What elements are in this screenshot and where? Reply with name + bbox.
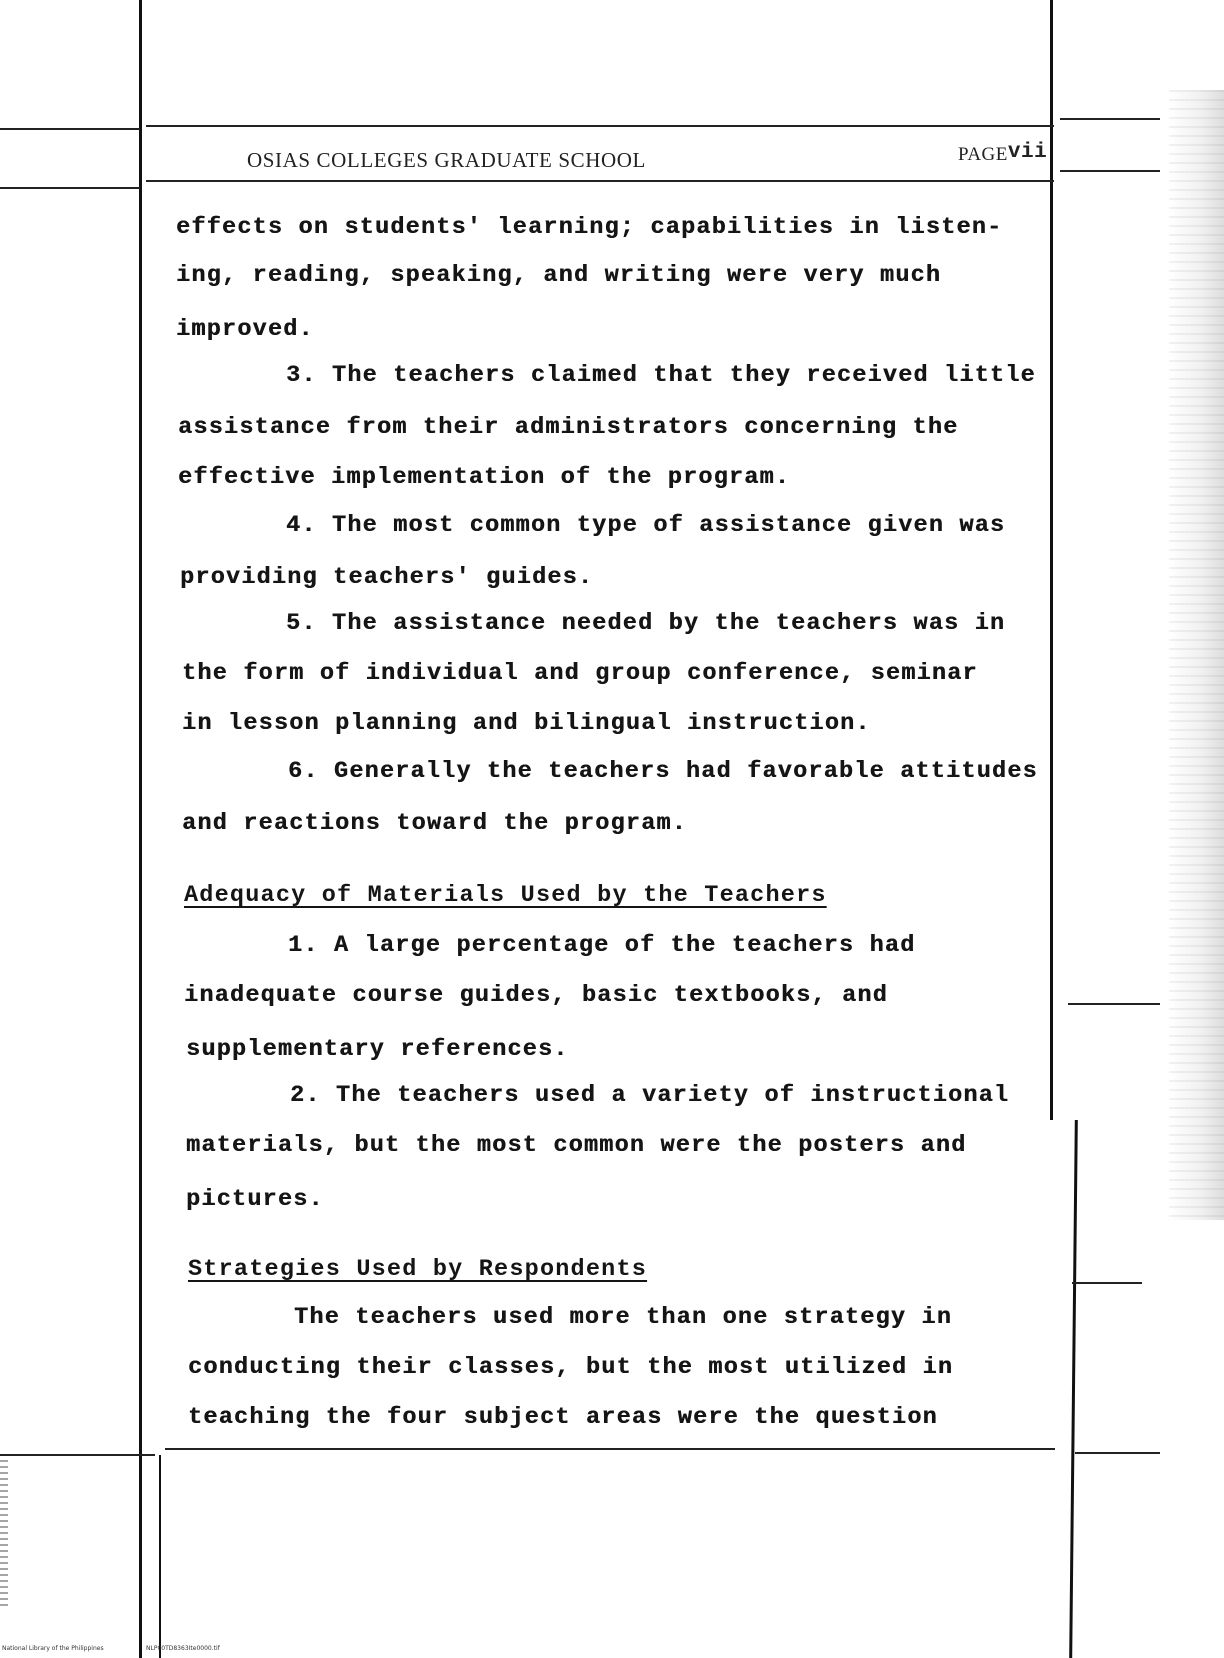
header-top-rule-right	[1060, 118, 1160, 120]
text-line: in lesson planning and bilingual instruction.	[182, 710, 871, 737]
left-margin-rule	[139, 0, 142, 1658]
section-heading-strategies: Strategies Used by Respondents	[188, 1256, 648, 1283]
right-margin-mark-lower	[1072, 1282, 1142, 1284]
inner-left-rule	[159, 1455, 161, 1658]
section-heading-materials: Adequacy of Materials Used by the Teachers	[184, 882, 827, 909]
text-line: 4. The most common type of assistance given was	[286, 512, 1006, 539]
text-line: ing, reading, speaking, and writing were very much	[176, 262, 942, 289]
scan-file-name: NLP00TD8363Ite0000.tif	[146, 1645, 220, 1652]
header-bottom-rule-left	[0, 187, 140, 189]
footer-rule-right	[1075, 1452, 1160, 1454]
header-bottom-rule	[146, 180, 1054, 182]
right-margin-mark	[1068, 1003, 1160, 1005]
text-line: materials, but the most common were the posters and	[186, 1132, 967, 1159]
text-line: conducting their classes, but the most utilized in	[188, 1354, 954, 1381]
right-margin-rule-lower	[1069, 1120, 1078, 1658]
text-line: teaching the four subject areas were the question	[188, 1404, 938, 1431]
text-line: inadequate course guides, basic textbooks, and	[184, 982, 888, 1009]
page-number-label	[958, 141, 1047, 166]
header-top-rule-main	[146, 125, 1054, 127]
text-line: effective implementation of the program.	[178, 464, 791, 491]
text-line: and reactions toward the program.	[182, 810, 687, 837]
text-line: 6. Generally the teachers had favorable attitudes	[288, 758, 1038, 785]
text-line: 1. A large percentage of the teachers had	[288, 932, 916, 959]
footer-rule	[165, 1448, 1055, 1450]
right-margin-rule	[1050, 0, 1053, 1120]
scan-edge-noise	[1169, 90, 1224, 1220]
library-credit: National Library of the Philippines	[2, 1645, 104, 1652]
header-top-rule	[0, 128, 140, 130]
text-line: supplementary references.	[186, 1036, 569, 1063]
text-line: providing teachers' guides.	[180, 564, 594, 591]
text-line: pictures.	[186, 1186, 324, 1213]
text-line: 2. The teachers used a variety of instructional	[290, 1082, 1010, 1109]
text-line: assistance from their administrators concerning the	[178, 414, 959, 441]
text-line: the form of individual and group conference, seminar	[182, 660, 978, 687]
text-line: 3. The teachers claimed that they received little	[286, 362, 1036, 389]
text-line: 5. The assistance needed by the teachers was in	[286, 610, 1006, 637]
page-label: PAGE	[958, 144, 1008, 165]
text-line: effects on students' learning; capabilities in listen-	[176, 214, 1003, 241]
page-number: vii	[1007, 141, 1048, 164]
text-line: improved.	[176, 316, 314, 343]
scan-left-noise	[0, 1460, 8, 1610]
header-bottom-rule-right	[1060, 170, 1160, 172]
school-name: OSIAS COLLEGES GRADUATE SCHOOL	[247, 148, 646, 172]
text-line: The teachers used more than one strategy in	[294, 1304, 952, 1331]
footer-rule-left	[0, 1454, 155, 1456]
